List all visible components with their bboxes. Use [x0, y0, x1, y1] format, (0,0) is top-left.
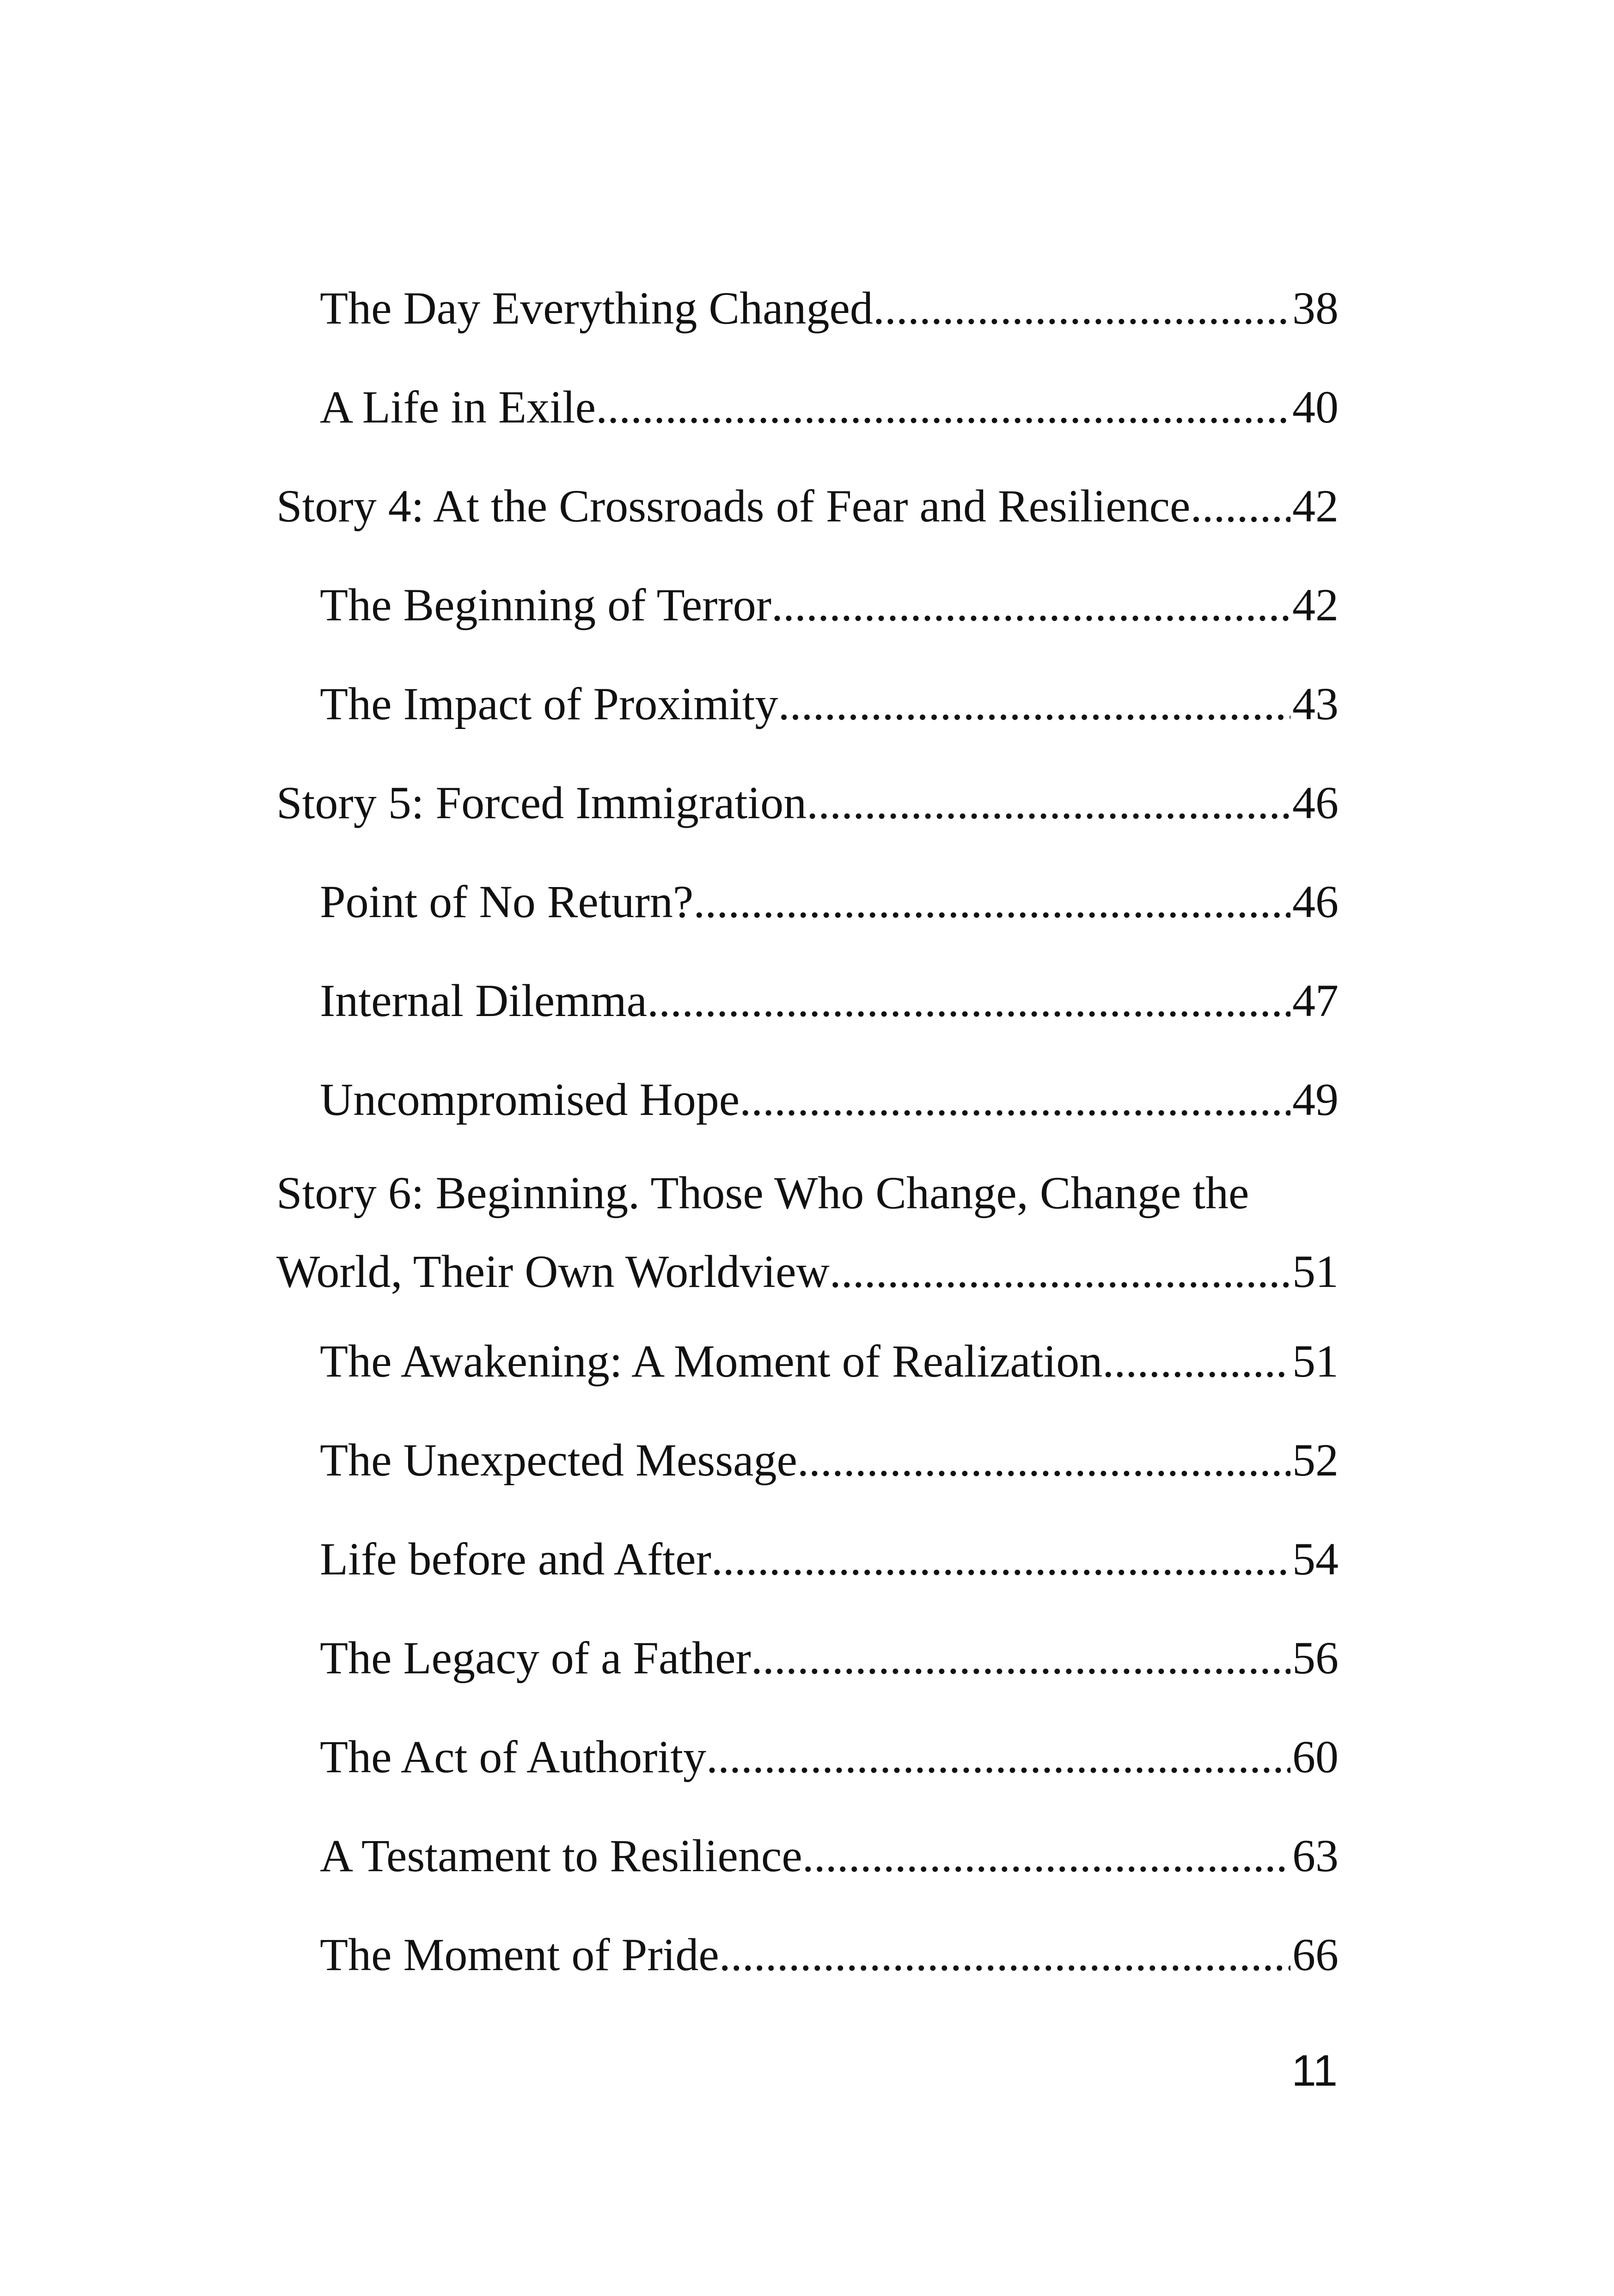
dot-leader	[693, 852, 1290, 951]
toc-entry-title: Story 5: Forced Immigration	[276, 777, 807, 828]
toc-entry-page: 38	[1292, 282, 1339, 334]
toc-entry-unexpected-message	[276, 1411, 1339, 1510]
toc-entry-title: Uncompromised Hope	[320, 1074, 740, 1125]
toc-entry-page: 56	[1292, 1632, 1339, 1684]
toc-entry-page: 46	[1292, 777, 1339, 828]
toc-entry-title-line2: World, Their Own Worldview	[276, 1246, 830, 1297]
toc-entry-page: 49	[1292, 1074, 1339, 1125]
toc-entry-page: 60	[1292, 1731, 1339, 1782]
page-number: 11	[1291, 2046, 1338, 2095]
dot-leader	[1190, 457, 1290, 556]
toc-entry-title: The Act of Authority	[320, 1731, 706, 1782]
toc-entry-page: 66	[1292, 1929, 1339, 1980]
toc-entry-title-line1: Story 6: Beginning. Those Who Change, Change the	[276, 1167, 1249, 1218]
toc-entry-uncompromised-hope	[276, 1050, 1339, 1149]
toc-entry-title: The Day Everything Changed	[320, 282, 873, 334]
dot-leader	[802, 1806, 1290, 1905]
toc-entry-title: The Impact of Proximity	[320, 678, 778, 729]
toc-entry-testament-to-resilience	[276, 1806, 1339, 1905]
toc-entry-page: 40	[1292, 381, 1339, 433]
toc-entry-title: The Moment of Pride	[320, 1929, 719, 1980]
toc-entry-awakening	[276, 1312, 1339, 1411]
toc-entry-title: Internal Dilemma	[320, 975, 648, 1026]
toc-entry-title: Life before and After	[320, 1533, 711, 1585]
toc-entry-title: The Awakening: A Moment of Realization	[320, 1335, 1103, 1387]
toc-entry-title: The Beginning of Terror	[320, 579, 772, 631]
dot-leader	[706, 1708, 1290, 1806]
toc-entry-page: 63	[1292, 1830, 1339, 1881]
dot-leader	[596, 358, 1290, 457]
toc-entry-page: 46	[1292, 876, 1339, 927]
dot-leader	[751, 1609, 1290, 1708]
toc-entry-title: A Testament to Resilience	[320, 1830, 802, 1881]
dot-leader	[797, 1411, 1290, 1510]
toc-entry-life-before-and-after	[276, 1510, 1339, 1609]
dot-leader	[740, 1050, 1290, 1149]
toc-entry-impact-of-proximity	[276, 655, 1339, 753]
toc-entry-life-in-exile	[276, 358, 1339, 457]
toc-entry-act-of-authority	[276, 1708, 1339, 1806]
toc-entry-title: The Unexpected Message	[320, 1434, 797, 1486]
dot-leader	[873, 259, 1290, 358]
toc-entry-page: 51	[1292, 1335, 1339, 1387]
toc-entry-day-everything-changed	[276, 259, 1339, 358]
toc-entry-page: 52	[1292, 1434, 1339, 1486]
table-of-contents	[276, 259, 1339, 2004]
toc-entry-title: A Life in Exile	[320, 381, 596, 433]
toc-entry-internal-dilemma	[276, 951, 1339, 1050]
toc-entry-title: Story 4: At the Crossroads of Fear and Resilience	[276, 480, 1191, 532]
toc-entry-page: 51	[1292, 1246, 1339, 1297]
dot-leader	[719, 1905, 1290, 2004]
toc-entry-story-5	[276, 753, 1339, 852]
dot-leader	[711, 1510, 1290, 1609]
toc-entry-point-of-no-return	[276, 852, 1339, 951]
dot-leader	[778, 655, 1290, 753]
dot-leader	[807, 753, 1290, 852]
toc-entry-page: 54	[1292, 1533, 1339, 1585]
dot-leader	[1102, 1312, 1290, 1411]
toc-entry-page: 42	[1292, 579, 1339, 631]
toc-entry-beginning-of-terror	[276, 556, 1339, 655]
toc-entry-story-6	[276, 1154, 1339, 1312]
toc-entry-title: The Legacy of a Father	[320, 1632, 751, 1684]
toc-entry-story-4	[276, 457, 1339, 556]
toc-entry-page: 47	[1292, 975, 1339, 1026]
toc-entry-title: Point of No Return?	[320, 876, 694, 927]
toc-entry-page: 43	[1292, 678, 1339, 729]
dot-leader	[771, 556, 1290, 655]
toc-entry-moment-of-pride	[276, 1905, 1339, 2004]
toc-entry-page: 42	[1292, 480, 1339, 532]
toc-entry-legacy-of-a-father	[276, 1609, 1339, 1708]
dot-leader	[830, 1232, 1290, 1311]
dot-leader	[647, 951, 1290, 1050]
